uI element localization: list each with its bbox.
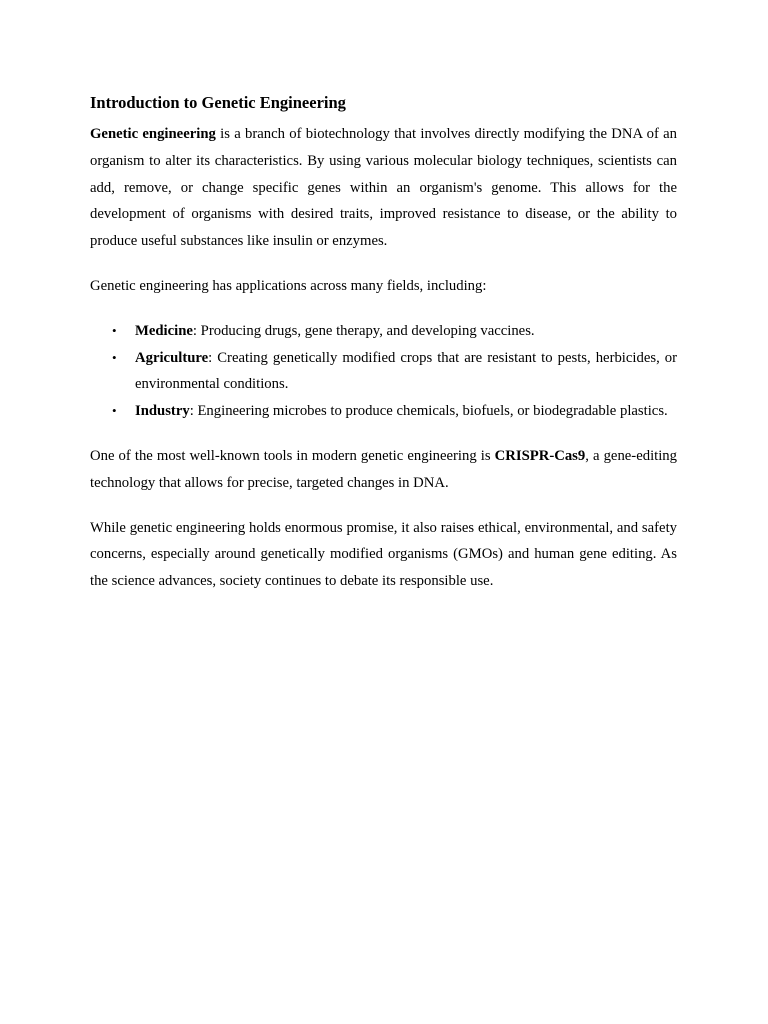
crispr-term: CRISPR-Cas9	[494, 447, 586, 464]
list-item-industry	[112, 398, 677, 425]
list-item-text: : Engineering microbes to produce chemicals, biofuels, or biodegradable plastics.	[189, 403, 668, 420]
applications-lead: Genetic engineering has applications across many fields, including:	[90, 277, 487, 294]
bullet-icon: •	[112, 349, 117, 365]
crispr-before: One of the most well-known tools in modern genetic engineering is	[90, 447, 495, 464]
list-item-field: Industry	[135, 403, 190, 420]
list-item-field: Agriculture	[135, 349, 209, 366]
intro-paragraph	[90, 121, 677, 255]
crispr-paragraph	[90, 443, 677, 497]
list-item-field: Medicine	[135, 322, 193, 339]
list-item-text: : Creating genetically modified crops that are resistant to pests, herbicides, or environmental conditions.	[135, 349, 677, 393]
document-title: Introduction to Genetic Engineering	[90, 93, 346, 112]
list-item-agriculture	[112, 345, 677, 399]
document-page	[90, 91, 677, 595]
intro-text: is a branch of biotechnology that involves directly modifying the DNA of an organism to alter its characteristics. By using various molecular biology techniques, scientists can add, remove, or change specific genes within an organism's genome. This allows for the development of organisms with desired traits, improved resistance to disease, or the ability to produce useful substances like insulin or enzymes.	[90, 126, 677, 250]
crispr-after: , a gene-editing technology that allows for precise, targeted changes in DNA.	[90, 447, 677, 491]
intro-term: Genetic engineering	[90, 126, 216, 142]
list-item-text: : Producing drugs, gene therapy, and developing vaccines.	[192, 322, 535, 339]
conclusion-paragraph: While genetic engineering holds enormous promise, it also raises ethical, environmental, and safety concerns, especially around genetically modified organisms (GMOs) and human gene editing. As the science advances, society continues to debate its responsible use.	[90, 519, 677, 590]
bullet-icon: •	[112, 403, 117, 419]
applications-list	[90, 318, 677, 425]
bullet-icon: •	[112, 322, 117, 338]
list-item-medicine	[112, 318, 677, 345]
